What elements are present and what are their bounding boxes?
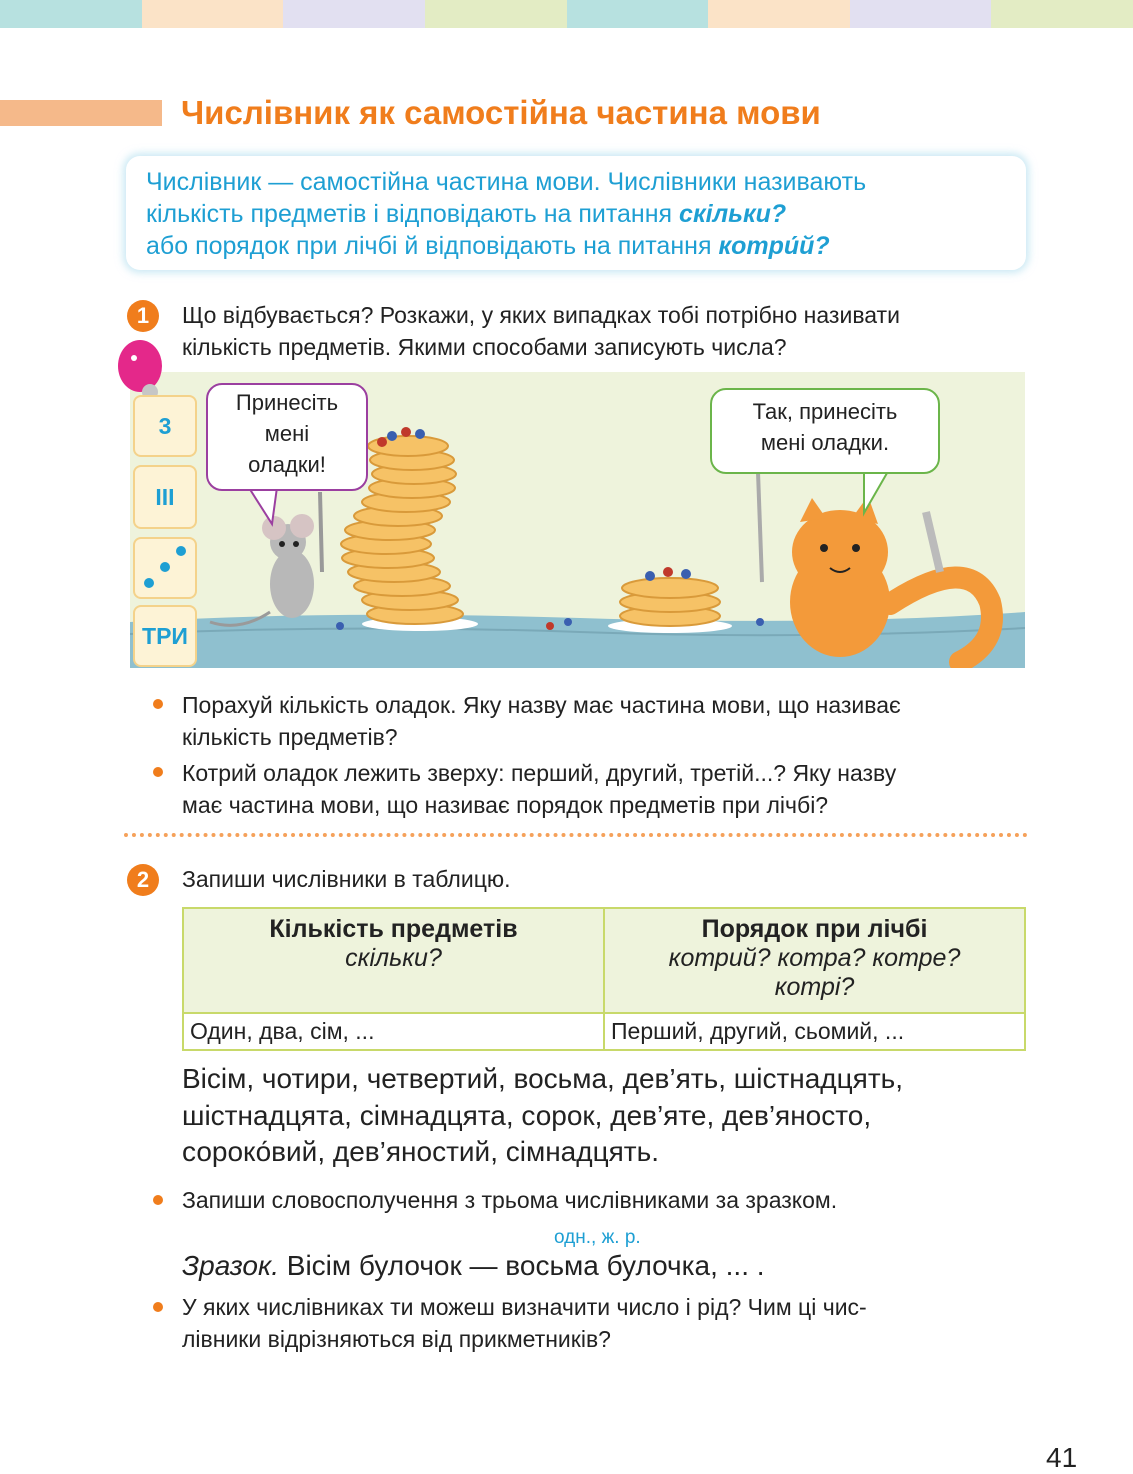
rule-line-3: [146, 232, 830, 261]
task-number-2: 2: [127, 864, 159, 896]
top-color-strip: [0, 0, 1133, 28]
bubble-cat: [710, 388, 940, 474]
bullet-icon: [153, 1302, 163, 1312]
strip-segment: [991, 0, 1133, 28]
col1-heading: Кількість предметів: [269, 915, 518, 943]
dotted-divider: [124, 833, 1028, 837]
col2-question: котрий? котра? котре?: [668, 944, 961, 972]
numerals-table: [182, 907, 1026, 1051]
bullet-icon: [153, 699, 163, 709]
strip-segment: [425, 0, 567, 28]
bullet-3-text: Запиши словосполучення з трьома числівниками за зразком.: [182, 1187, 838, 1213]
bullet-icon: [153, 767, 163, 777]
col2-question: котрі?: [774, 973, 855, 1001]
bubble-mouse: [206, 383, 368, 491]
rule-question: скільки?: [679, 200, 787, 228]
task1-line-2: кількість предметів. Якими способами записують числа?: [182, 334, 787, 360]
strip-segment: [708, 0, 850, 28]
table-row: [183, 1013, 1025, 1050]
side-tile-dots: [133, 537, 197, 599]
strip-segment: [0, 0, 142, 28]
example-line: [182, 1250, 765, 1282]
rule-line-1: Числівник — самостійна частина мови. Числівники називають: [146, 168, 867, 196]
task-number-1: 1: [127, 300, 159, 332]
bullet-2-line-2: має частина мови, що називає порядок предметів при лічбі?: [182, 792, 829, 818]
example-label: Зразок.: [182, 1250, 279, 1281]
page-number: 41: [1046, 1442, 1078, 1473]
side-tile-roman: III: [133, 465, 197, 529]
title-accent-bar: [0, 100, 162, 126]
table-cell: Один, два, сім, ...: [183, 1013, 604, 1050]
rule-line-2: [146, 200, 786, 229]
side-tile-word: ТРИ: [133, 605, 197, 667]
grammar-note: одн., ж. р.: [554, 1227, 641, 1248]
task2-text: Запиши числівники в таблицю.: [182, 866, 511, 892]
table-header-cell: [183, 908, 604, 1013]
words-line-3: сороко́вий, дев’яностий, сімнадцять.: [182, 1136, 659, 1167]
example-text: Вісім булочок — восьма булочка, ... .: [279, 1250, 765, 1281]
strip-segment: [142, 0, 284, 28]
rule-text: або порядок при лічбі й відповідають на питання: [146, 232, 719, 260]
bullet-2-line-1: Котрий оладок лежить зверху: перший, другий, третій...? Яку назву: [182, 760, 897, 786]
task1-line-1: Що відбувається? Розкажи, у яких випадках тобі потрібно називати: [182, 302, 900, 328]
bullet-1-line-1: Порахуй кількість оладок. Яку назву має частина мови, що називає: [182, 692, 901, 718]
rule-text: кількість предметів і відповідають на питання: [146, 200, 680, 228]
strip-segment: [567, 0, 709, 28]
words-line-2: шістнадцята, сімнадцята, сорок, дев’яте, дев’яносто,: [182, 1100, 872, 1131]
tablecloth: [130, 612, 1025, 668]
bullet-icon: [153, 1195, 163, 1205]
side-tile-digit: 3: [133, 395, 197, 457]
table-header-row: [183, 908, 1025, 1013]
bullet-4-line-1: У яких числівниках ти можеш визначити число і рід? Чим ці чис-: [182, 1294, 867, 1320]
bullet-1-line-2: кількість предметів?: [182, 724, 398, 750]
table-header-cell: [604, 908, 1025, 1013]
strip-segment: [850, 0, 992, 28]
table-cell: Перший, другий, сьомий, ...: [604, 1013, 1025, 1050]
rule-question: котри́й?: [718, 232, 830, 260]
bubble-mouse-line: мені: [264, 421, 310, 446]
bubble-cat-line: мені оладки.: [760, 430, 890, 455]
bubble-mouse-line: оладки!: [248, 452, 326, 477]
three-dots-icon: [135, 539, 195, 597]
bubble-cat-line: Так, принесіть: [752, 399, 898, 424]
words-line-1: Вісім, чотири, четвертий, восьма, дев’ять, шістнадцять,: [182, 1063, 904, 1094]
page-title: Числівник як самостійна частина мови: [181, 94, 821, 131]
bullet-4-line-2: лівники відрізняються від прикметників?: [182, 1326, 611, 1352]
col2-heading: Порядок при лічбі: [701, 915, 928, 943]
bubble-mouse-line: Принесіть: [235, 390, 339, 415]
strip-segment: [283, 0, 425, 28]
pancake-stack-short: [620, 578, 720, 626]
col1-question: скільки?: [345, 944, 442, 972]
